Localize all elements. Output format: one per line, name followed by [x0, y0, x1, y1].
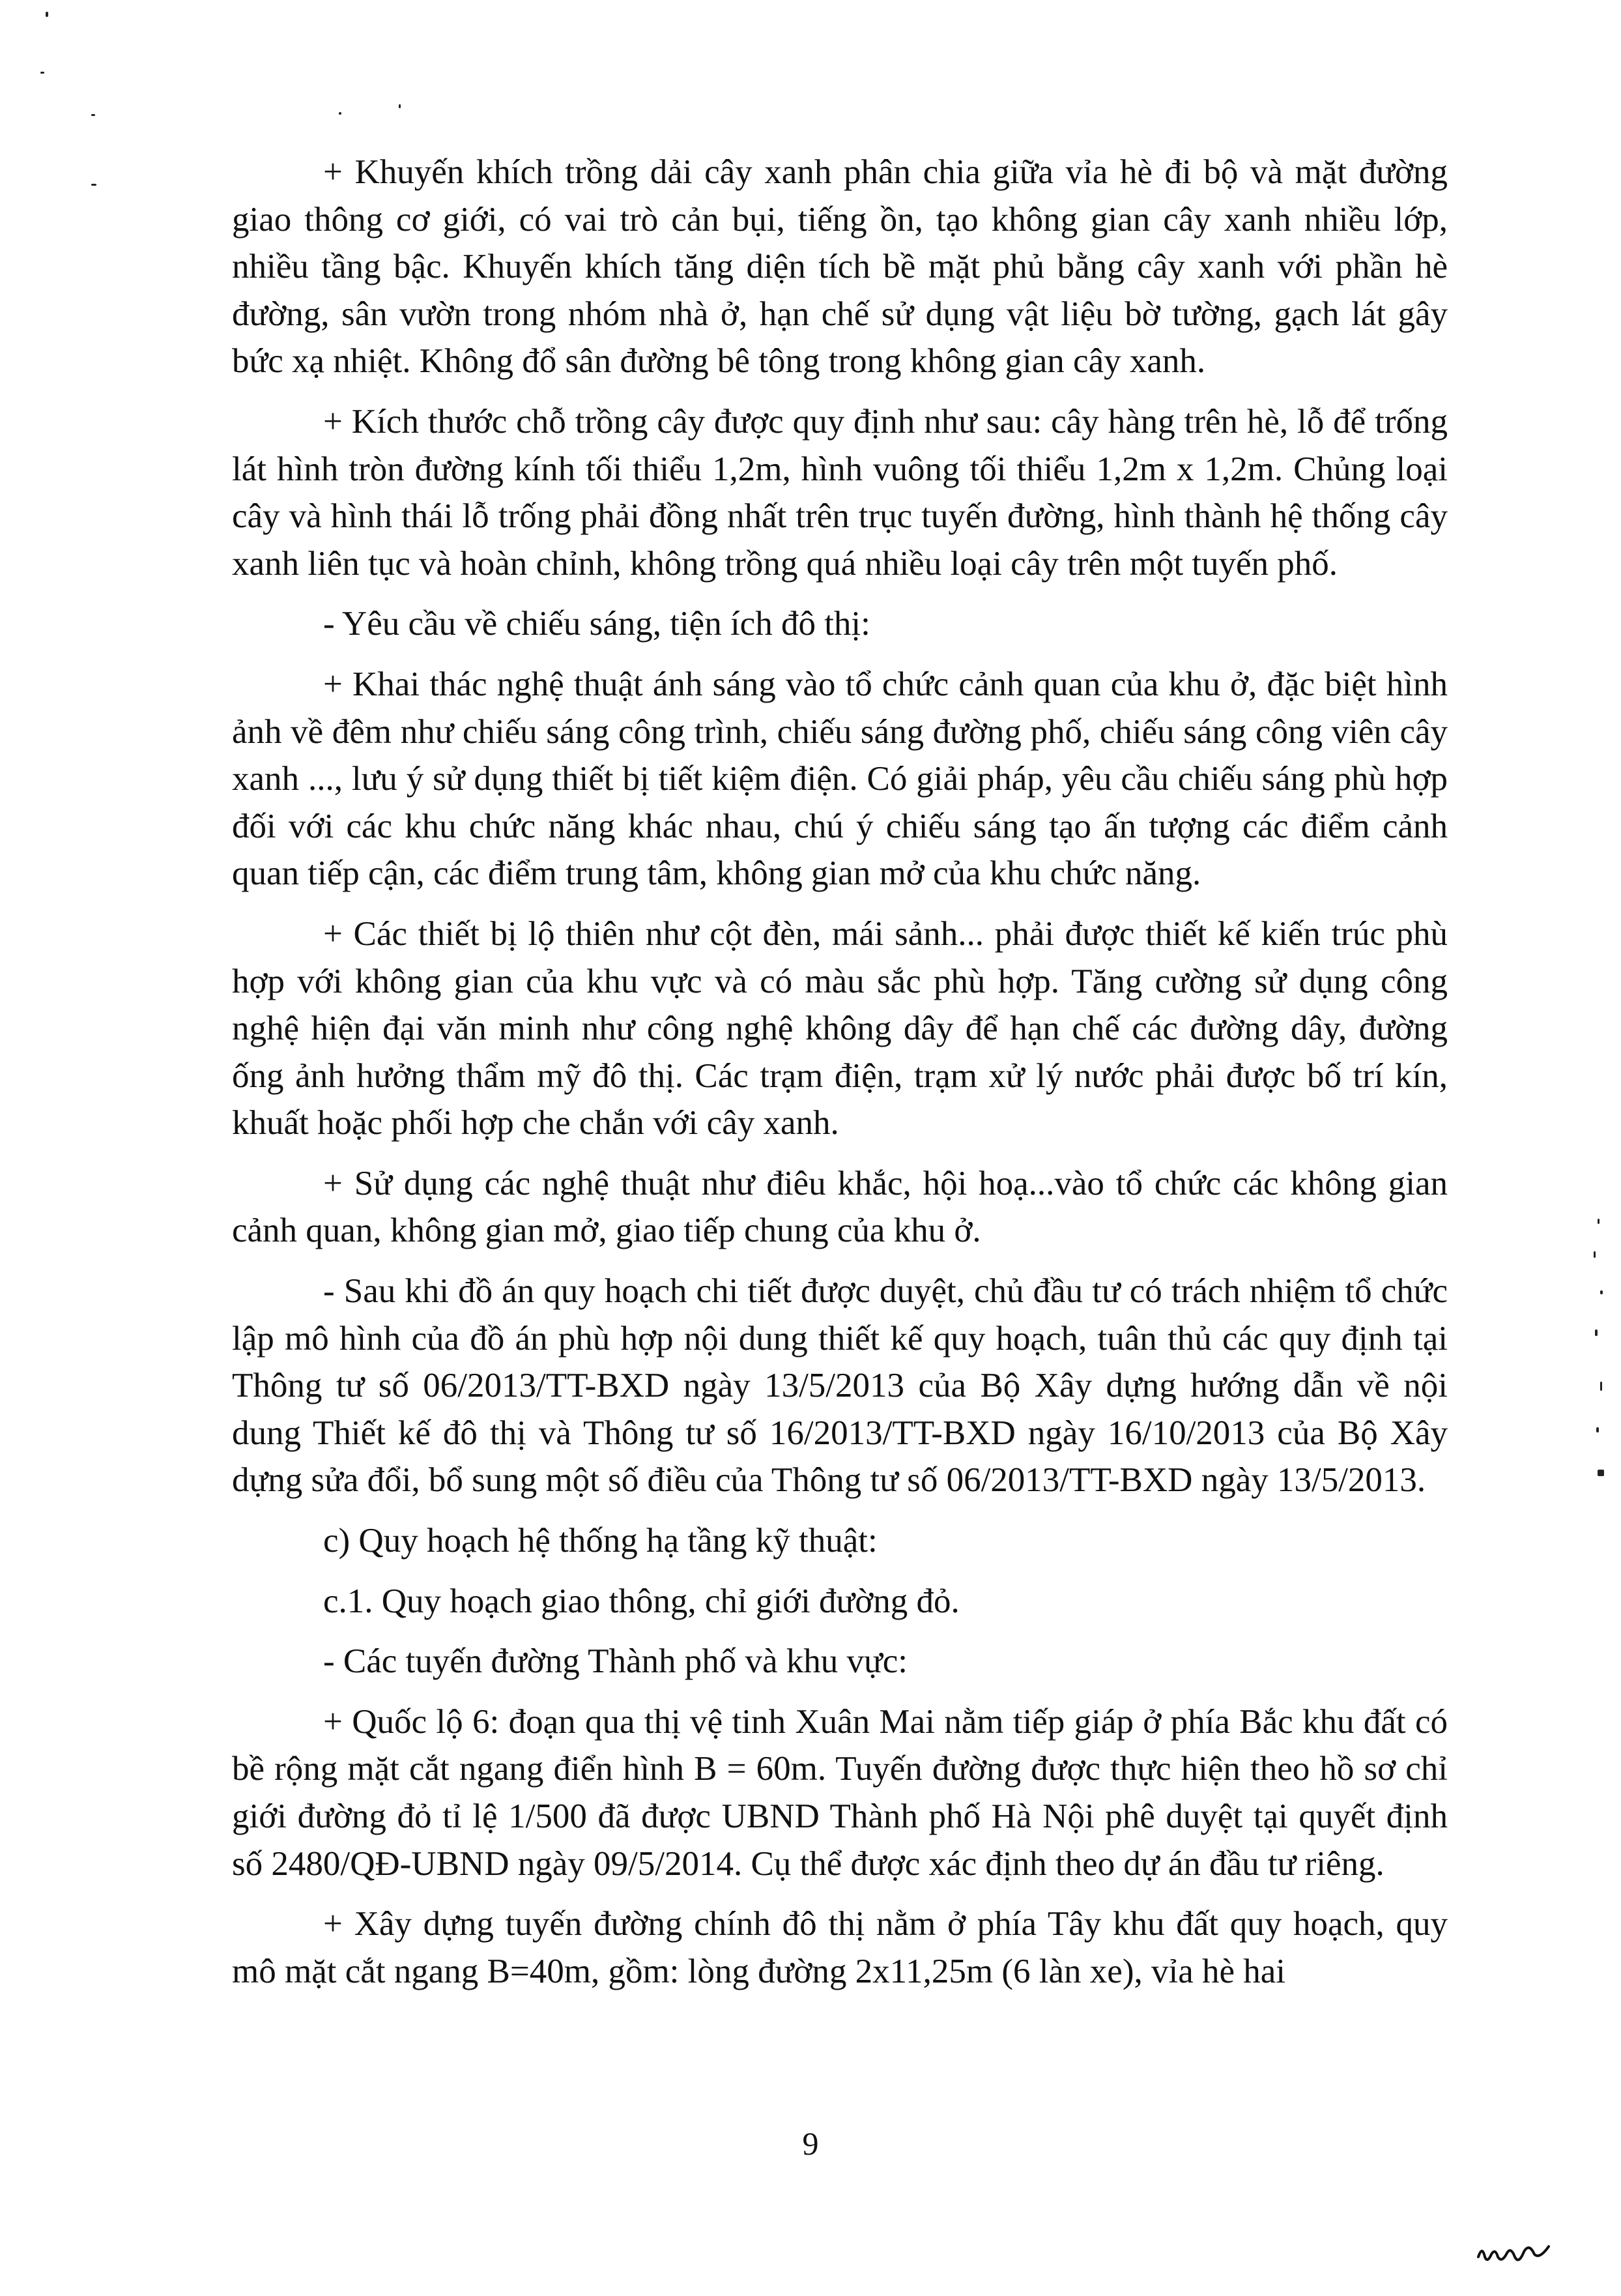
scan-speck — [339, 112, 341, 115]
handwritten-initials — [1476, 2237, 1554, 2270]
paragraph: + Xây dựng tuyến đường chính đô thị nằm ở phía Tây khu đất quy hoạch, quy mô mặt cắt ngang B=40m, gồm: lòng đường 2x11,25m (6 làn xe), vỉa hè hai — [232, 1905, 1448, 1990]
scan-speck — [91, 184, 96, 186]
scan-speck — [1598, 1470, 1604, 1476]
scan-speck — [399, 104, 401, 108]
scan-speck — [1598, 1219, 1599, 1224]
paragraph: - Yêu cầu về chiếu sáng, tiện ích đô thị: — [323, 605, 870, 643]
scan-speck — [46, 12, 48, 17]
paragraph: + Quốc lộ 6: đoạn qua thị vệ tinh Xuân Mai nằm tiếp giáp ở phía Bắc khu đất có bề rộng mặt cắt ngang điển hình B = 60m. Tuyến đường được thực hiện theo hồ sơ chỉ giới đường đỏ tỉ lệ 1/500 đã được UBND Thành phố Hà Nội phê duyệt tại quyết định số 2480/QĐ-UBND ngày 09/5/2014. Cụ thể được xác định theo dự án đầu tư riêng. — [232, 1702, 1448, 1883]
paragraph: + Kích thước chỗ trồng cây được quy định như sau: cây hàng trên hè, lỗ để trống lát hình tròn đường kính tối thiểu 1,2m, hình vuông tối thiểu 1,2m x 1,2m. Chủng loại cây và hình thái lỗ trống phải đồng nhất trên trục tuyến đường, hình thành hệ thống cây xanh liên tục và hoàn chỉnh, không trồng quá nhiều loại cây trên một tuyến phố. — [232, 402, 1448, 583]
scan-speck — [40, 72, 44, 74]
paragraph: + Khuyến khích trồng dải cây xanh phân chia giữa vỉa hè đi bộ và mặt đường giao thông cơ giới, có vai trò cản bụi, tiếng ồn, tạo không gian cây xanh nhiều lớp, nhiều tầng bậc. Khuyến khích tăng diện tích bề mặt phủ bằng cây xanh với phần hè đường, sân vườn trong nhóm nhà ở, hạn chế sử dụng vật liệu bờ tường, gạch lát gây bức xạ nhiệt. Không đổ sân đường bê tông trong không gian cây xanh. — [232, 153, 1448, 381]
paragraph: c.1. Quy hoạch giao thông, chỉ giới đường đỏ. — [323, 1582, 960, 1620]
scan-speck — [91, 114, 95, 116]
paragraph: + Sử dụng các nghệ thuật như điêu khắc, hội hoạ...vào tổ chức các không gian cảnh quan, không gian mở, giao tiếp chung của khu ở. — [232, 1164, 1448, 1250]
paragraph: - Các tuyến đường Thành phố và khu vực: — [323, 1642, 908, 1681]
document-body — [232, 149, 1448, 2008]
scan-speck — [1594, 1251, 1596, 1258]
scan-speck — [1595, 1330, 1598, 1336]
paragraph: + Các thiết bị lộ thiên như cột đèn, mái sảnh... phải được thiết kế kiến trúc phù hợp với không gian của khu vực và có màu sắc phù hợp. Tăng cường sử dụng công nghệ hiện đại văn minh như công nghệ không dây để hạn chế các đường dây, đường ống ảnh hưởng thẩm mỹ đô thị. Các trạm điện, trạm xử lý nước phải được bố trí kín, khuất hoặc phối hợp che chắn với cây xanh. — [232, 914, 1448, 1142]
paragraph: + Khai thác nghệ thuật ánh sáng vào tổ chức cảnh quan của khu ở, đặc biệt hình ảnh về đêm như chiếu sáng công trình, chiếu sáng đường phố, chiếu sáng công viên cây xanh ..., lưu ý sử dụng thiết bị tiết kiệm điện. Có giải pháp, yêu cầu chiếu sáng phù hợp đối với các khu chức năng khác nhau, chú ý chiếu sáng tạo ấn tượng các điểm cảnh quan tiếp cận, các điểm trung tâm, không gian mở của khu chức năng. — [232, 665, 1448, 893]
scan-speck — [1600, 1290, 1603, 1294]
scan-speck — [1600, 1382, 1602, 1391]
page-number: 9 — [802, 2125, 819, 2162]
paragraph: - Sau khi đồ án quy hoạch chi tiết được duyệt, chủ đầu tư có trách nhiệm tổ chức lập mô hình của đồ án phù hợp nội dung thiết kế quy hoạch, tuân thủ các quy định tại Thông tư số 06/2013/TT-BXD ngày 13/5/2013 của Bộ Xây dựng hướng dẫn về nội dung Thiết kế đô thị và Thông tư số 16/2013/TT-BXD ngày 16/10/2013 của Bộ Xây dựng sửa đổi, bổ sung một số điều của Thông tư số 06/2013/TT-BXD ngày 13/5/2013. — [232, 1272, 1448, 1500]
paragraph: c) Quy hoạch hệ thống hạ tầng kỹ thuật: — [323, 1522, 878, 1560]
scan-speck — [1596, 1427, 1599, 1432]
